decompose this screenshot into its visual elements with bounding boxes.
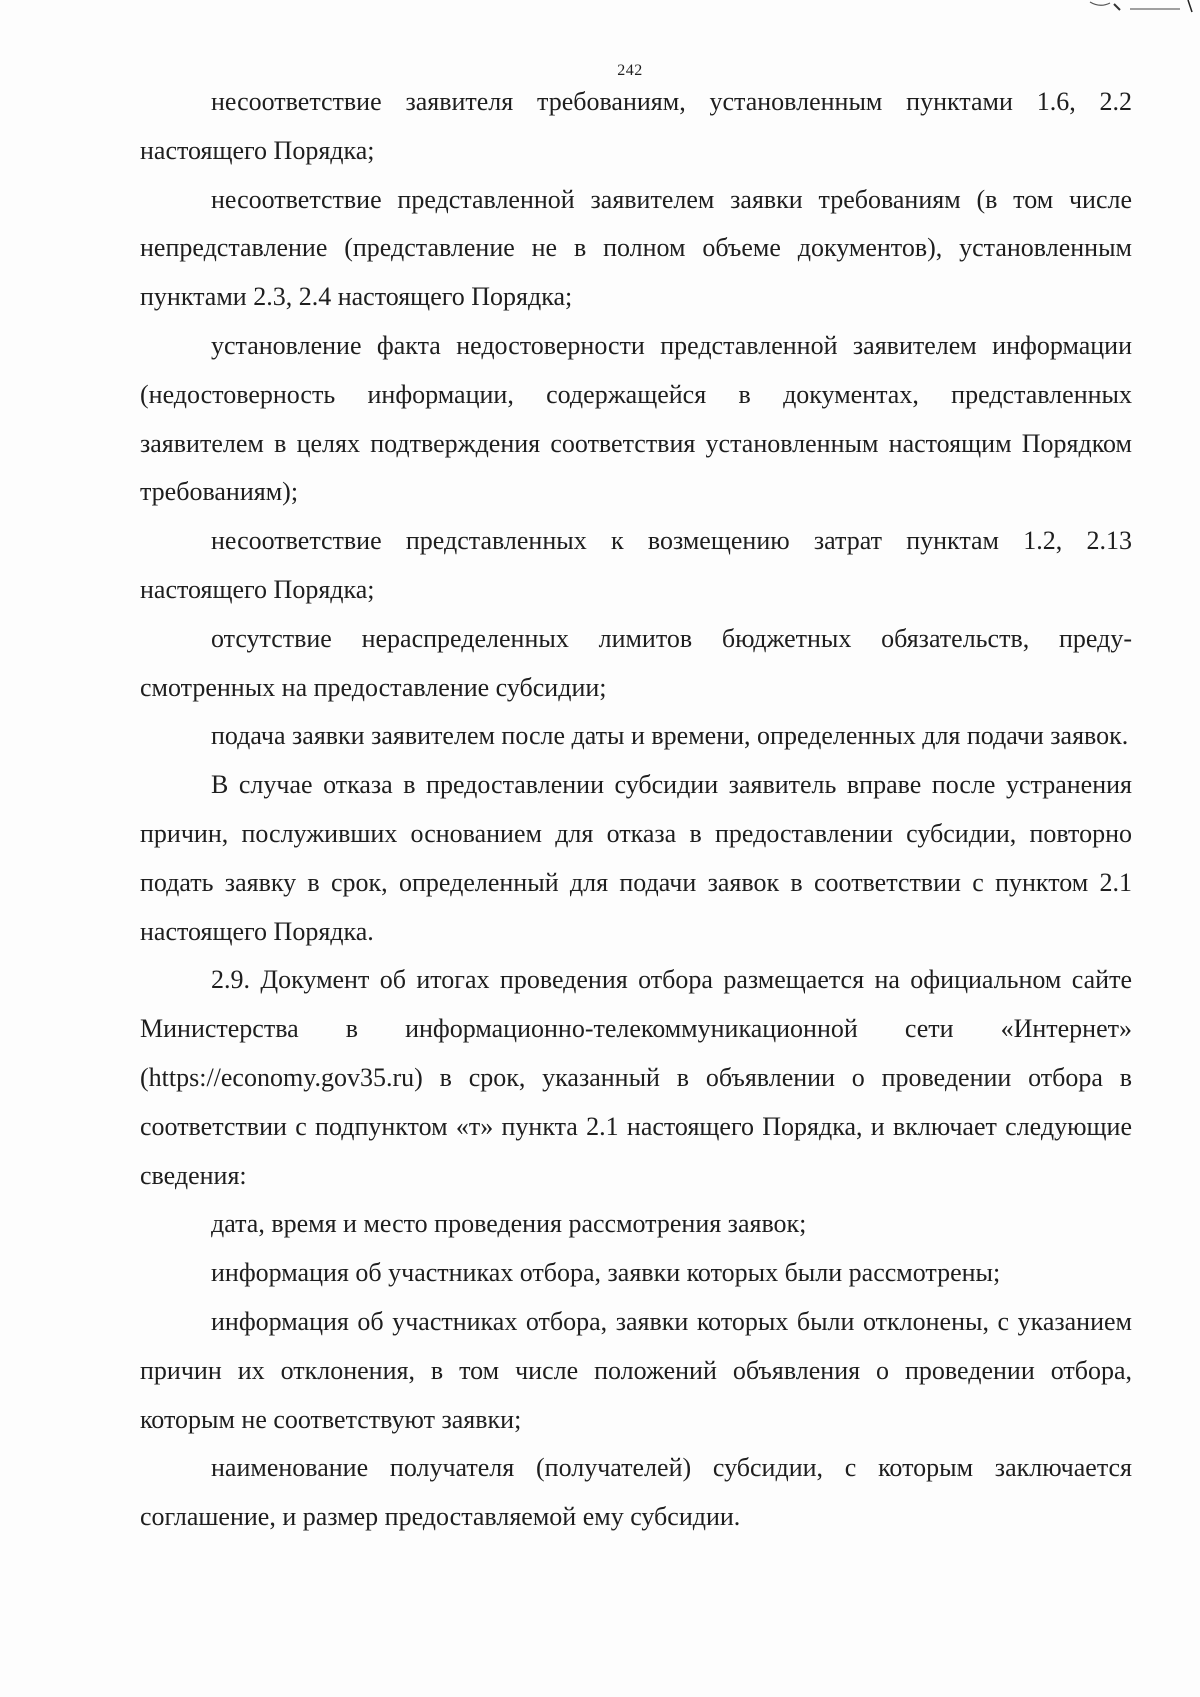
document-body bbox=[140, 78, 1132, 1542]
section-paragraph-2-9: 2.9. Документ об итогах проведения отбора размещается на официальном сайте Министерства в информационно-телекоммуникационной сети «Интернет» (https://economy.gov35.ru) в срок, указанный в объявлении о проведении отбора в соответствии с подпунктом «т» пункта 2.1 настоящего Порядка, и включает следующие сведения: bbox=[140, 965, 1132, 1190]
paragraph: несоответствие представленной заявителем заявки требованиям (в том числе непредставление (представление не в полном объеме документов), установленным пунктами 2.3, 2.4 настоящего Порядка; bbox=[140, 184, 1132, 312]
list-item: информация об участниках отбора, заявки которых были отклонены, с указанием причин их отклонения, в том числе положений объявления о проведении отбора, которым не соответствуют заявки; bbox=[140, 1306, 1132, 1434]
scan-edge-mark bbox=[1070, 0, 1200, 14]
paragraph: несоответствие представленных к возмещению затрат пунктам 1.2, 2.13 настоящего Порядка; bbox=[140, 526, 1132, 604]
paragraph: подача заявки заявителем после даты и времени, определенных для подачи заявок. bbox=[211, 721, 1129, 751]
list-item: информация об участниках отбора, заявки которых были рассмотрены; bbox=[211, 1258, 1001, 1288]
page-number: 242 bbox=[617, 62, 643, 79]
list-item: дата, время и место проведения рассмотрения заявок; bbox=[211, 1209, 807, 1239]
paragraph: отсутствие нераспределенных лимитов бюджетных обязательств, предусмотренных на предоставление субсидии; bbox=[140, 623, 1132, 702]
paragraph: установление факта недостоверности представленной заявителем информации (недостоверность информации, содержащейся в документах, представленных заявителем в целях подтверждения соответствия установленным настоящим Порядком требованиям); bbox=[140, 330, 1132, 507]
paragraph: В случае отказа в предоставлении субсидии заявитель вправе после устранения причин, послуживших основанием для отказа в предоставлении субсидии, повторно подать заявку в срок, определенный для подачи заявок в соответствии с пунктом 2.1 настоящего Порядка. bbox=[140, 770, 1132, 946]
list-item: наименование получателя (получателей) субсидии, с которым заключается соглашение, и размер предоставляемой ему субсидии. bbox=[140, 1453, 1132, 1532]
paragraph: несоответствие заявителя требованиям, установленным пунктами 1.6, 2.2 настоящего Порядка; bbox=[140, 87, 1132, 165]
